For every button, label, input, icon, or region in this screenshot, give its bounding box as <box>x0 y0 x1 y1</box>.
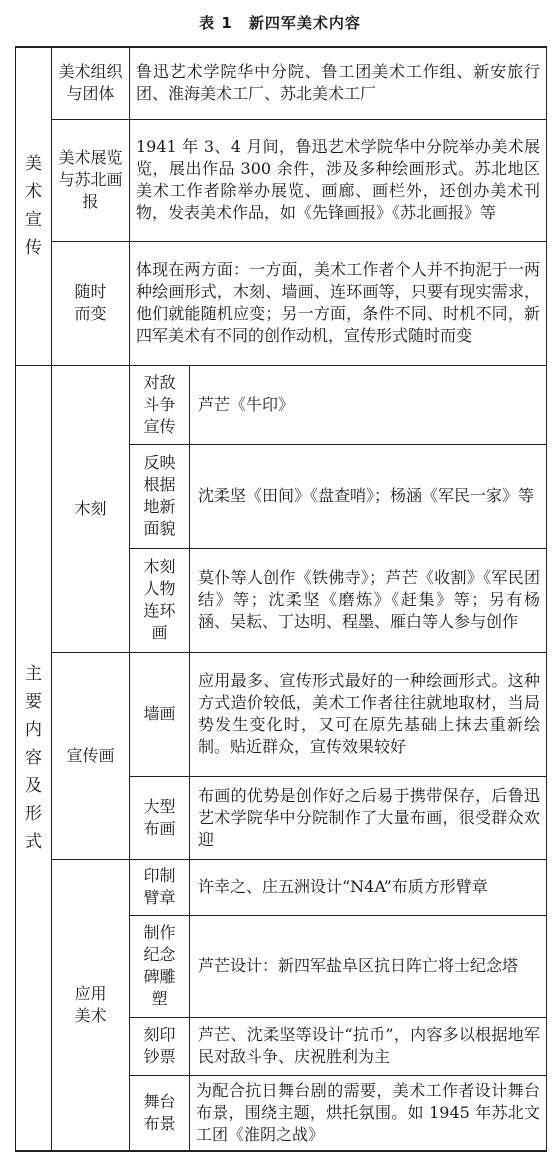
row-label: 墙画 <box>130 652 190 776</box>
row-label: 舞台布景 <box>130 1075 190 1151</box>
row-label: 对敌斗争宣传 <box>130 365 190 444</box>
row-label: 大型布画 <box>130 776 190 859</box>
row-label: 刻印钞票 <box>130 1017 190 1075</box>
group-label-applied-art: 应用美术 <box>52 859 130 1151</box>
row-content: 鲁迅艺术学院华中分院、鲁工团美术工作组、新安旅行团、淮海美术工厂、苏北美术工厂 <box>130 47 547 119</box>
content-table <box>15 46 547 1152</box>
table-row <box>16 859 547 915</box>
row-content: 芦芒、沈柔坚等设计“抗币”，内容多以根据地军民对敌斗争、庆祝胜利为主 <box>190 1017 547 1075</box>
row-content: 应用最多、宣传形式最好的一种绘画形式。这种方式造价较低，美术工作者往往就地取材，当局势发生变化时，又可在原先基础上抹去重新绘制。贴近群众，宣传效果较好 <box>190 652 547 776</box>
row-content: 许幸之、庄五洲设计“N4A”布质方形臂章 <box>190 859 547 915</box>
row-content: 沈柔坚《田间》《盘查哨》；杨涵《军民一家》等 <box>190 444 547 548</box>
row-content: 为配合抗日舞台剧的需要，美术工作者设计舞台布景，围绕主题，烘托氛围。如 1945 年苏北文工团《淮阴之战》 <box>190 1075 547 1151</box>
row-content: 芦芒设计：新四军盐阜区抗日阵亡将士纪念塔 <box>190 915 547 1017</box>
table-caption: 表 1 新四军美术内容 <box>199 14 361 32</box>
row-content: 1941 年 3、4 月间，鲁迅艺术学院华中分院举办美术展览，展出作品 300 余件，涉及多种绘画形式。苏北地区美术工作者除举办展览、画廊、画栏外，还创办美术刊物，发表美术作品，如《先锋画报》《苏北画报》等 <box>130 119 547 241</box>
table-row <box>16 365 547 444</box>
group-label-poster: 宣传画 <box>52 652 130 859</box>
section-label-main: 主要内容及形式 <box>16 365 52 1151</box>
group-label-woodcut: 木刻 <box>52 365 130 652</box>
table-row <box>16 119 547 241</box>
row-content: 体现在两方面：一方面，美术工作者个人并不拘泥于一两种绘画形式，木刻、墙画、连环画等，只要有现实需求，他们就能随机应变；另一方面，条件不同、时机不同，新四军美术有不同的创作动机，宣传形式随时而变 <box>130 241 547 365</box>
table-row <box>16 241 547 365</box>
row-label: 印制臂章 <box>130 859 190 915</box>
table-row <box>16 652 547 776</box>
row-label: 制作纪念碑雕塑 <box>130 915 190 1017</box>
row-label: 反映根据地新面貌 <box>130 444 190 548</box>
table-row <box>16 47 547 119</box>
row-label: 美术组织与团体 <box>52 47 130 119</box>
row-content: 布画的优势是创作好之后易于携带保存，后鲁迅艺术学院华中分院制作了大量布画，很受群众欢迎 <box>190 776 547 859</box>
row-label: 木刻人物连环画 <box>130 548 190 652</box>
section-label-propaganda: 美术宣传 <box>16 47 52 365</box>
row-content: 芦芒《牛印》 <box>190 365 547 444</box>
row-label: 随时而变 <box>52 241 130 365</box>
row-content: 莫仆等人创作《铁佛寺》；芦芒《收割》《军民团结》等；沈柔坚《磨炼》《赶集》等；另有杨涵、吴耘、丁达明、程墨、雁白等人参与创作 <box>190 548 547 652</box>
row-label: 美术展览与苏北画报 <box>52 119 130 241</box>
